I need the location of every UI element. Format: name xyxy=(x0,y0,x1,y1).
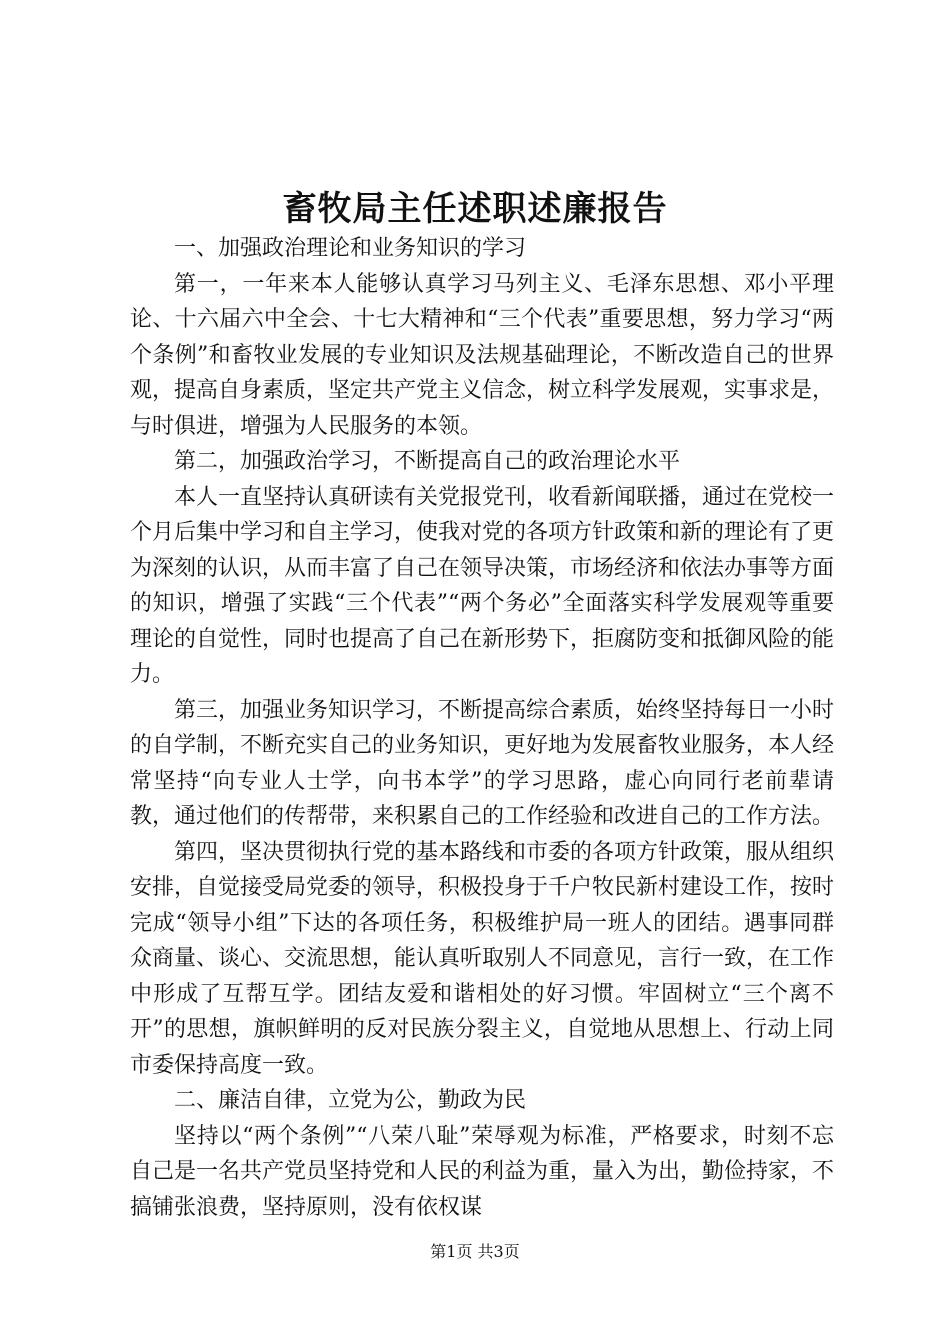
paragraph-2: 本人一直坚持认真研读有关党报党刊，收看新闻联播，通过在党校一个月后集中学习和自主学习，使我对党的各项方针政策和新的理论有了更为深刻的认识，从而丰富了自己在领导决策，市场经济和依法办事等方面的知识，增强了实践“三个代表”“两个务必”全面落实科学发展观等重要理论的自觉性，同时也提高了自己在新形势下，拒腐防变和抵御风险的能力。 xyxy=(130,484,835,687)
paragraph-1: 第一，一年来本人能够认真学习马列主义、毛泽东思想、邓小平理论、十六届六中全会、十七大精神和“三个代表”重要思想，努力学习“两个条例”和畜牧业发展的专业知识及法规基础理论，不断改造自己的世界观，提高自身素质，坚定共产党主义信念，树立科学发展观，实事求是，与时俱进，增强为人民服务的本领。 xyxy=(130,271,835,439)
paragraph-3: 第三，加强业务知识学习，不断提高综合素质，始终坚持每日一小时的自学制，不断充实自己的业务知识，更好地为发展畜牧业服务，本人经常坚持“向专业人士学，向书本学”的学习思路，虚心向同行老前辈请教，通过他们的传帮带，来积累自己的工作经验和改进自己的工作方法。 xyxy=(130,697,835,829)
section-heading-2: 二、廉洁自律，立党为公，勤政为民 xyxy=(174,1088,527,1113)
page-footer: 第1页 共3页 xyxy=(430,1242,520,1261)
document-body xyxy=(130,231,834,1225)
subheading-2: 第二，加强政治学习，不断提高自己的政治理论水平 xyxy=(174,449,681,474)
document-title: 畜牧局主任述职述廉报告 xyxy=(282,189,668,229)
paragraph-5: 坚持以“两个条例”“八荣八耻”荣辱观为标准，严格要求，时刻不忘自己是一名共产党员坚持党和人民的利益为重，量入为出，勤俭持家，不搞铺张浪费，坚持原则，没有依权谋 xyxy=(130,1123,835,1220)
paragraph-4: 第四，坚决贯彻执行党的基本路线和市委的各项方针政策，服从组织安排，自觉接受局党委的领导，积极投身于千户牧民新村建设工作，按时完成“领导小组”下达的各项任务，积极维护局一班人的团结。遇事同群众商量、谈心、交流思想，能认真听取别人不同意见，言行一致，在工作中形成了互帮互学。团结友爱和谐相处的好习惯。牢固树立“三个离不开”的思想，旗帜鲜明的反对民族分裂主义，自觉地从思想上、行动上同市委保持高度一致。 xyxy=(130,839,835,1078)
section-heading-1: 一、加强政治理论和业务知识的学习 xyxy=(174,236,527,261)
